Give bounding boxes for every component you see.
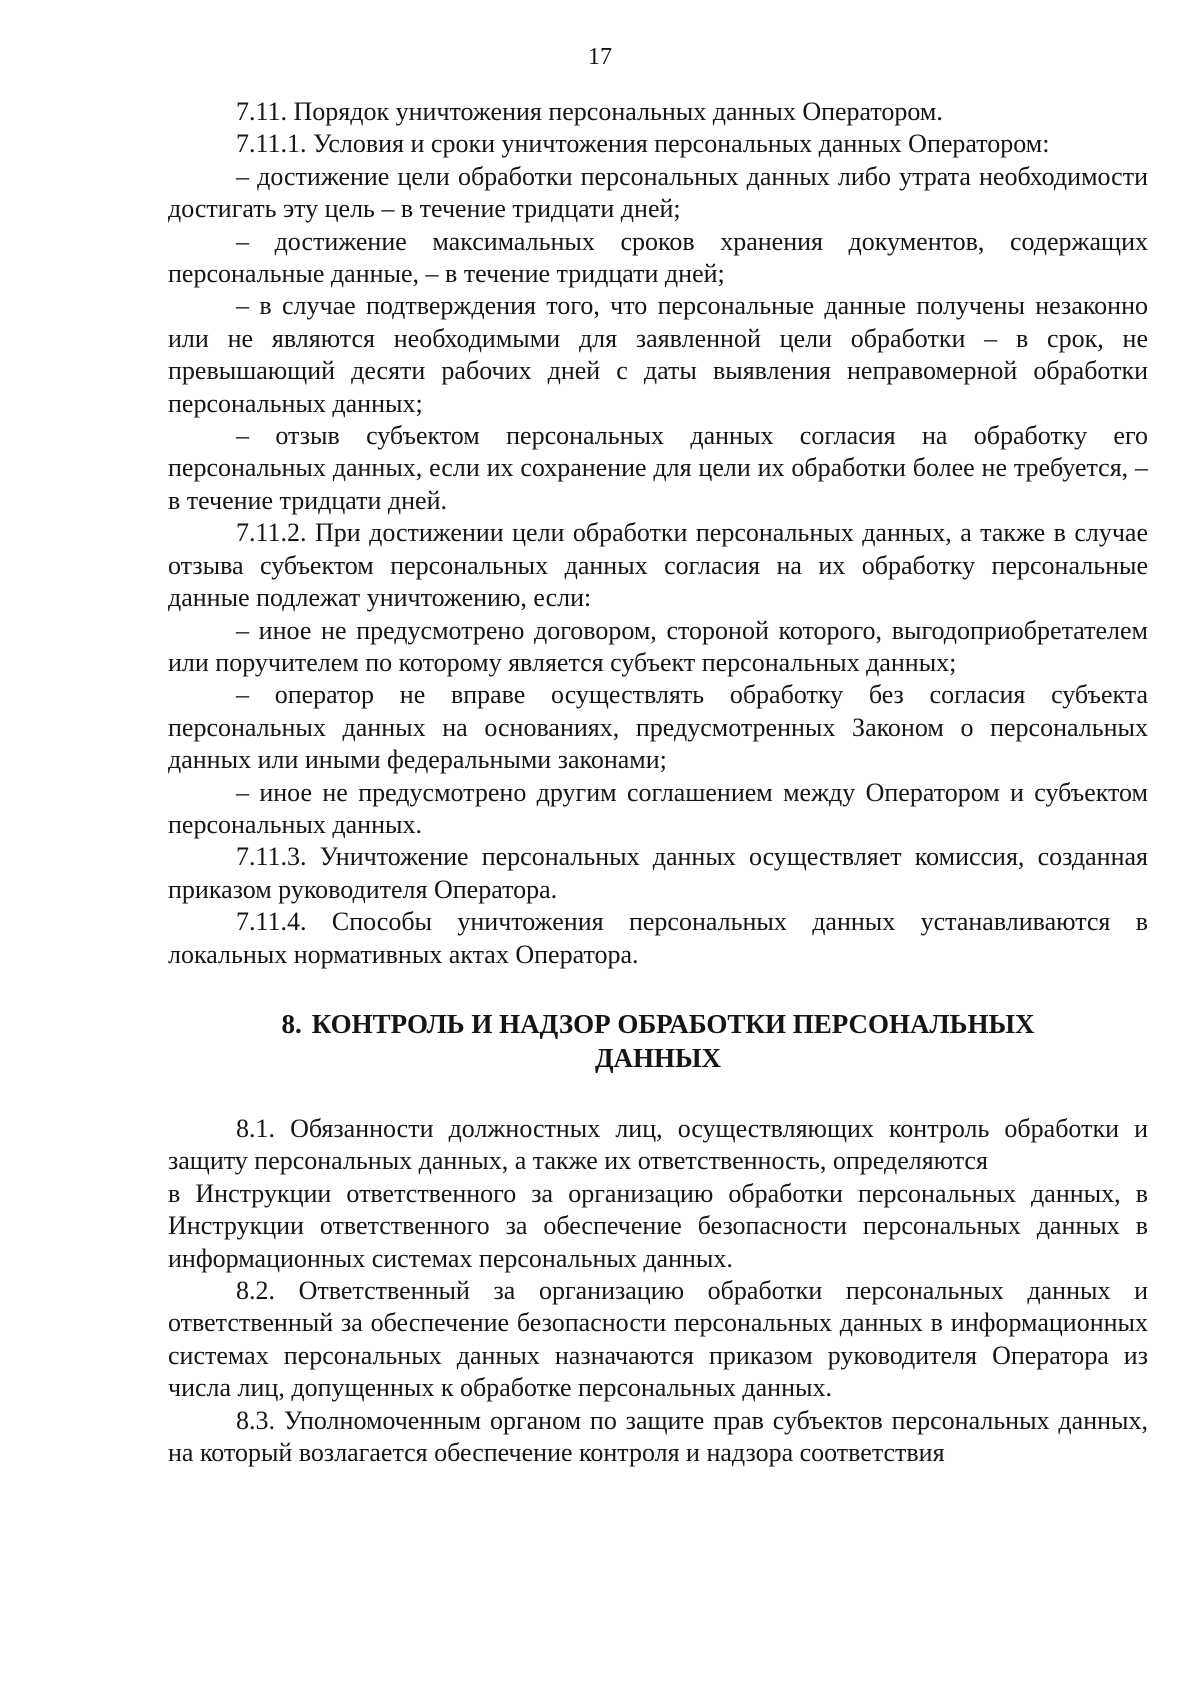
section-number: 8. — [281, 1008, 302, 1039]
list-item: – в случае подтверждения того, что персональные данные получены незаконно или не являются необходимыми для заявленной цели обработки – в срок, не превышающий десяти рабочих дней с даты выявления неправомерной обработки персональных данных; — [168, 291, 1148, 418]
section-title: КОНТРОЛЬ И НАДЗОР ОБРАБОТКИ ПЕРСОНАЛЬНЫХ ДАННЫХ — [311, 1008, 1035, 1073]
list-item: – иное не предусмотрено договором, стороной которого, выгодоприобретателем или поручителем по которому является субъект персональных данных; — [168, 615, 1148, 677]
list-item: – отзыв субъектом персональных данных согласия на обработку его персональных данных, если их сохранение для цели их обработки более не требуется, – в течение тридцати дней. — [168, 421, 1148, 515]
clause-8-2: 8.2. Ответственный за организацию обработки персональных данных и ответственный за обеспечение безопасности персональных данных в информационных системах персональных данных назначаются приказом руководителя Оператора из числа лиц, допущенных к обработке персональных данных. — [168, 1276, 1148, 1403]
clause-7-11-2: 7.11.2. При достижении цели обработки персональных данных, а также в случае отзыва субъектом персональных данных согласия на их обработку персональные данные подлежат уничтожению, если: — [168, 518, 1148, 613]
clause-7-11-3: 7.11.3. Уничтожение персональных данных осуществляет комиссия, созданная приказом руководителя Оператора. — [168, 842, 1148, 904]
clause-7-11: 7.11. Порядок уничтожения персональных данных Оператором. — [236, 97, 943, 126]
clause-8-3: 8.3. Уполномоченным органом по защите прав субъектов персональных данных, на который возлагается обеспечение контроля и надзора соответствия — [168, 1405, 1148, 1468]
page-number: 17 — [588, 44, 612, 70]
clause-8-1: 8.1. Обязанности должностных лиц, осуществляющих контроль обработки и защиту персональных данных, а также их ответственность, определяются — [168, 1113, 1148, 1176]
document-body — [168, 96, 1148, 1469]
list-item: – оператор не вправе осуществлять обработку без согласия субъекта персональных данных на основаниях, предусмотренных Законом о персональных данных или иными федеральными законами; — [168, 680, 1148, 775]
clause-7-11-4: 7.11.4. Способы уничтожения персональных данных устанавливаются в локальных нормативных актах Оператора. — [168, 907, 1148, 969]
list-item: – достижение максимальных сроков хранения документов, содержащих персональные данные, – в течение тридцати дней; — [168, 226, 1148, 289]
list-item: – достижение цели обработки персональных данных либо утрата необходимости достигать эту цель – в течение тридцати дней; — [168, 161, 1148, 224]
clause-8-1-continuation: в Инструкции ответственного за организацию обработки персональных данных, в Инструкции ответственного за обеспечение безопасности персональных данных в информационных системах персональных данных. — [168, 1178, 1148, 1273]
clause-7-11-1: 7.11.1. Условия и сроки уничтожения персональных данных Оператором: — [236, 129, 1050, 159]
section-heading — [168, 1007, 1148, 1075]
list-item: – иное не предусмотрено другим соглашением между Оператором и субъектом персональных данных. — [168, 777, 1148, 839]
